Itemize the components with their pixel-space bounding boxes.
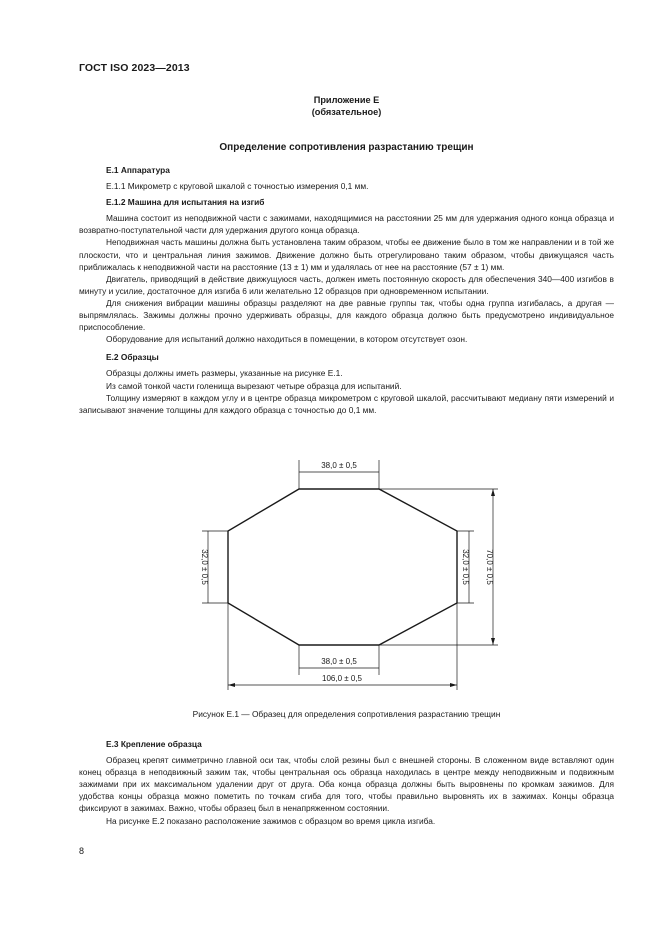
- para-e2-3: Толщину измеряют в каждом углу и в центре образца микрометром с круговой шкалой, рассчитывают медиану пяти измерений и записывают значение толщины для каждого образца с точностью до 0,1 мм.: [79, 392, 614, 415]
- para-e2-2: Из самой тонкой части голенища вырезают четыре образца для испытаний.: [106, 380, 402, 391]
- specimen-outline: [228, 489, 457, 645]
- width-arrow-left: [228, 683, 235, 687]
- total-width-label: 106,0 ± 0,5: [322, 674, 362, 683]
- bottom-dim-label: 38,0 ± 0,5: [321, 657, 357, 666]
- para-e1-1: Е.1.1 Микрометр с круговой шкалой с точностью измерения 0,1 мм.: [106, 181, 369, 192]
- left-height-label: 32,0 ± 0,5: [200, 549, 209, 585]
- para-e1-2-5: Оборудование для испытаний должно находиться в помещении, в котором отсутствует озон.: [106, 334, 468, 345]
- para-e1-2-4: Для снижения вибрации машины образцы разделяют на две равные группы так, чтобы одна группа изгибалась, а другая — выпрямлялась. Зажимы должны прочно удерживать образцы, для каждого образца должно быть предусмотрено индивидуальное приспособление.: [79, 297, 614, 333]
- height-arrow-bottom: [491, 638, 495, 645]
- top-dim-label: 38,0 ± 0,5: [321, 461, 357, 470]
- annex-heading: [79, 94, 614, 118]
- heading-e1-2: Е.1.2 Машина для испытания на изгиб: [106, 197, 265, 208]
- section-e1: [79, 164, 615, 416]
- para-e1-2-2: Неподвижная часть машины должна быть установлена таким образом, чтобы ее движение было в том же направлении и в той же плоскости, что и центральная линия зажимов. Движение должно быть отрегулировано таким образом, чтобы движущаяся часть приближалась к неподвижной части на расстояние (13 ± 1) мм и удалялась от нее на расстояние (57 ± 1) мм.: [79, 237, 615, 272]
- figure-e1-drawing: [160, 455, 520, 700]
- standard-header: ГОСТ ISO 2023—2013: [79, 62, 190, 74]
- para-e1-2-3: Двигатель, приводящий в действие движущуюся часть, должен иметь постоянную скорость для обеспечения 340—400 изгибов в минуту и усилие, достаточное для изгиба 6 или желательно 12 образцов при одновременном испытании.: [79, 273, 614, 296]
- heading-e2: Е.2 Образцы: [106, 352, 159, 363]
- section-e3: [79, 738, 614, 827]
- annex-type: (обязательное): [311, 107, 382, 117]
- para-e3-2: На рисунке Е.2 показано расположение зажимов с образцом во время цикла изгиба.: [106, 815, 436, 826]
- para-e3-1: Образец крепят симметрично главной оси так, чтобы слой резины был с внешней стороны. В сложенном виде вставляют один конец образца в неподвижный зажим так, чтобы центральная ось образца находилась в центре между неподвижным и подвижным зажимами при их максимальном удалении друг от друга. Оба конца образца должны быть выровнены по кромкам зажимов. Для удобства концы образца можно пометить по точкам сгиба для того, чтобы правильно выровнять их в зажимах. Концы образца фиксируют в зажимах. Важно, чтобы образец был в ненапряженном состоянии.: [79, 755, 614, 814]
- height-arrow-top: [491, 489, 495, 496]
- para-e2-1: Образцы должны иметь размеры, указанные на рисунке Е.1.: [106, 368, 343, 379]
- para-e1-2-1: Машина состоит из неподвижной части с зажимами, находящимися на расстоянии 25 мм для удержания одного конца образца и возвратно-поступательной части для удержания другого конца образца.: [79, 213, 614, 236]
- heading-e3: Е.3 Крепление образца: [106, 739, 202, 749]
- annex-title: Приложение Е: [313, 95, 380, 105]
- right-inner-height-label: 32,0 ± 0,5: [461, 549, 470, 585]
- specimen-drawing: [160, 455, 520, 700]
- annex-main-title: Определение сопротивления разрастанию трещин: [219, 142, 474, 153]
- heading-e1: Е.1 Аппаратура: [106, 165, 170, 175]
- total-height-label: 70,0 ± 0,5: [485, 549, 494, 585]
- width-arrow-right: [450, 683, 457, 687]
- page-number: 8: [79, 846, 85, 856]
- figure-caption: Рисунок Е.1 — Образец для определения сопротивления разрастанию трещин: [192, 709, 501, 719]
